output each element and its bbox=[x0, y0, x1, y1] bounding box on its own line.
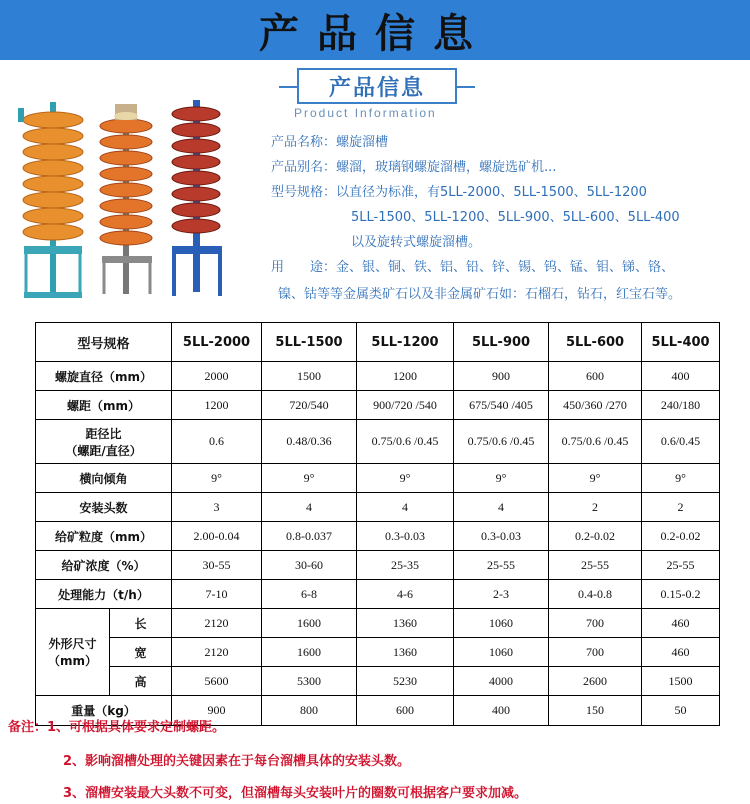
row-label: 横向倾角 bbox=[36, 464, 172, 493]
table-cell: 1360 bbox=[357, 609, 454, 638]
table-cell: 1500 bbox=[262, 362, 357, 391]
row-label-line-2: （螺距/直径） bbox=[65, 443, 142, 458]
table-row bbox=[36, 493, 720, 522]
table-cell: 3 bbox=[172, 493, 262, 522]
row-label: 处理能力（t/h） bbox=[36, 580, 172, 609]
table-cell: 2600 bbox=[549, 667, 642, 696]
header-cell: 5LL-1200 bbox=[357, 323, 454, 362]
header-cell: 5LL-1500 bbox=[262, 323, 357, 362]
table-cell: 9° bbox=[172, 464, 262, 493]
table-cell: 800 bbox=[262, 696, 357, 726]
note-3: 3、溜槽安装最大头数不可变，但溜槽每头安装叶片的圈数可根据客户要求加减。 bbox=[63, 786, 528, 801]
table-cell: 700 bbox=[549, 609, 642, 638]
table-cell: 2120 bbox=[172, 638, 262, 667]
info-use bbox=[271, 255, 746, 280]
table-cell: 4-6 bbox=[357, 580, 454, 609]
table-cell: 1060 bbox=[454, 609, 549, 638]
row-label: 螺旋直径（mm） bbox=[36, 362, 172, 391]
table-cell: 720/540 bbox=[262, 391, 357, 420]
table-cell: 9° bbox=[549, 464, 642, 493]
table-cell: 0.3-0.03 bbox=[357, 522, 454, 551]
table-cell: 600 bbox=[357, 696, 454, 726]
table-row bbox=[36, 551, 720, 580]
row-label: 螺距（mm） bbox=[36, 391, 172, 420]
table-cell: 0.48/0.36 bbox=[262, 420, 357, 464]
table-cell: 0.75/0.6 /0.45 bbox=[357, 420, 454, 464]
table-cell: 400 bbox=[642, 362, 720, 391]
table-cell: 50 bbox=[642, 696, 720, 726]
info-model-3: 以及旋转式螺旋溜槽。 bbox=[351, 235, 482, 250]
table-cell: 460 bbox=[642, 638, 720, 667]
table-cell: 1360 bbox=[357, 638, 454, 667]
row-label: 重量（kg） bbox=[36, 696, 172, 726]
table-cell: 4000 bbox=[454, 667, 549, 696]
table-cell: 2120 bbox=[172, 609, 262, 638]
table-row bbox=[36, 362, 720, 391]
dim-label-line-2: （mm） bbox=[47, 654, 97, 668]
table-cell: 1500 bbox=[642, 667, 720, 696]
note-2: 2、影响溜槽处理的关键因素在于每台溜槽具体的安装头数。 bbox=[63, 754, 411, 769]
note-1: 备注：1、可根据具体要求定制螺距。 bbox=[8, 720, 226, 735]
info-model bbox=[271, 180, 746, 205]
table-cell: 0.6/0.45 bbox=[642, 420, 720, 464]
table-cell: 5230 bbox=[357, 667, 454, 696]
table-cell: 240/180 bbox=[642, 391, 720, 420]
alias-value: 螺溜，玻璃钢螺旋溜槽，螺旋选矿机... bbox=[336, 160, 557, 175]
table-cell: 150 bbox=[549, 696, 642, 726]
table-cell: 9° bbox=[357, 464, 454, 493]
info-alias bbox=[271, 155, 746, 180]
table-cell: 2-3 bbox=[454, 580, 549, 609]
row-label: 安装头数 bbox=[36, 493, 172, 522]
name-label: 产品名称： bbox=[271, 135, 337, 150]
table-cell: 1060 bbox=[454, 638, 549, 667]
table-row bbox=[36, 580, 720, 609]
table-cell: 460 bbox=[642, 609, 720, 638]
table-cell: 0.8-0.037 bbox=[262, 522, 357, 551]
table-cell: 6-8 bbox=[262, 580, 357, 609]
table-cell: 30-55 bbox=[172, 551, 262, 580]
dim-sub-label: 宽 bbox=[110, 638, 172, 667]
banner-title: 产品信息 bbox=[259, 10, 491, 57]
table-row bbox=[36, 638, 720, 667]
table-cell: 4 bbox=[357, 493, 454, 522]
dim-sub-label: 长 bbox=[110, 609, 172, 638]
spec-table bbox=[35, 322, 720, 726]
table-cell: 2 bbox=[549, 493, 642, 522]
table-cell: 2.00-0.04 bbox=[172, 522, 262, 551]
dim-label bbox=[36, 609, 110, 696]
table-cell: 30-60 bbox=[262, 551, 357, 580]
table-cell: 600 bbox=[549, 362, 642, 391]
model-label: 型号规格： bbox=[271, 185, 337, 200]
table-cell: 0.2-0.02 bbox=[549, 522, 642, 551]
table-row bbox=[36, 464, 720, 493]
model-value-1: 以直径为标准，有5LL-2000、5LL-1500、5LL-1200 bbox=[336, 185, 647, 200]
table-cell: 7-10 bbox=[172, 580, 262, 609]
table-cell: 900 bbox=[172, 696, 262, 726]
table-cell: 900/720 /540 bbox=[357, 391, 454, 420]
table-cell: 450/360 /270 bbox=[549, 391, 642, 420]
table-cell: 675/540 /405 bbox=[454, 391, 549, 420]
table-cell: 5600 bbox=[172, 667, 262, 696]
name-value: 螺旋溜槽 bbox=[336, 135, 389, 150]
header-cell: 5LL-2000 bbox=[172, 323, 262, 362]
table-cell: 4 bbox=[454, 493, 549, 522]
product-image bbox=[10, 96, 225, 306]
table-row bbox=[36, 667, 720, 696]
row-label-line-1: 距径比 bbox=[85, 426, 122, 441]
table-row bbox=[36, 609, 720, 638]
table-cell: 9° bbox=[262, 464, 357, 493]
header-cell: 5LL-400 bbox=[642, 323, 720, 362]
header-cell: 5LL-900 bbox=[454, 323, 549, 362]
table-cell: 0.6 bbox=[172, 420, 262, 464]
table-cell: 25-35 bbox=[357, 551, 454, 580]
table-row bbox=[36, 522, 720, 551]
section-subtitle: Product Information bbox=[294, 106, 437, 120]
table-row bbox=[36, 420, 720, 464]
header-cell: 5LL-600 bbox=[549, 323, 642, 362]
table-cell: 0.15-0.2 bbox=[642, 580, 720, 609]
row-label bbox=[36, 420, 172, 464]
table-cell: 1600 bbox=[262, 638, 357, 667]
table-cell: 2 bbox=[642, 493, 720, 522]
row-label: 给矿浓度（%） bbox=[36, 551, 172, 580]
table-cell: 700 bbox=[549, 638, 642, 667]
table-cell: 25-55 bbox=[549, 551, 642, 580]
table-cell: 0.4-0.8 bbox=[549, 580, 642, 609]
info-model-2: 5LL-1500、5LL-1200、5LL-900、5LL-600、5LL-400 bbox=[351, 210, 680, 225]
dim-label-line-1: 外形尺寸 bbox=[48, 637, 97, 651]
table-header-row bbox=[36, 323, 720, 362]
dim-sub-label: 高 bbox=[110, 667, 172, 696]
spiral-chute-blue bbox=[172, 100, 222, 296]
table-cell: 1200 bbox=[172, 391, 262, 420]
table-cell: 0.3-0.03 bbox=[454, 522, 549, 551]
info-use-2: 镍、钴等等金属类矿石以及非金属矿石如：石榴石，钻石，红宝石等。 bbox=[278, 287, 682, 302]
spiral-chute-orange bbox=[18, 102, 83, 298]
table-cell: 4 bbox=[262, 493, 357, 522]
table-cell: 25-55 bbox=[642, 551, 720, 580]
table-cell: 9° bbox=[454, 464, 549, 493]
table-cell: 0.75/0.6 /0.45 bbox=[454, 420, 549, 464]
use-value-1: 金、银、铜、铁、铝、铅、锌、锡、钨、锰、钼、锑、铬、 bbox=[336, 260, 675, 275]
section-title: 产品信息 bbox=[328, 75, 425, 101]
row-label: 给矿粒度（mm） bbox=[36, 522, 172, 551]
table-cell: 400 bbox=[454, 696, 549, 726]
table-cell: 1600 bbox=[262, 609, 357, 638]
use-label: 用 途： bbox=[271, 260, 337, 275]
table-cell: 0.2-0.02 bbox=[642, 522, 720, 551]
table-cell: 25-55 bbox=[454, 551, 549, 580]
alias-label: 产品别名： bbox=[271, 160, 337, 175]
top-banner bbox=[0, 0, 750, 60]
section-header bbox=[297, 68, 457, 104]
table-row bbox=[36, 391, 720, 420]
spiral-chute-red bbox=[100, 104, 152, 294]
header-cell: 型号规格 bbox=[36, 323, 172, 362]
table-cell: 900 bbox=[454, 362, 549, 391]
table-cell: 2000 bbox=[172, 362, 262, 391]
product-info bbox=[271, 130, 746, 280]
table-cell: 9° bbox=[642, 464, 720, 493]
table-cell: 1200 bbox=[357, 362, 454, 391]
table-cell: 0.75/0.6 /0.45 bbox=[549, 420, 642, 464]
info-name bbox=[271, 130, 746, 155]
table-cell: 5300 bbox=[262, 667, 357, 696]
